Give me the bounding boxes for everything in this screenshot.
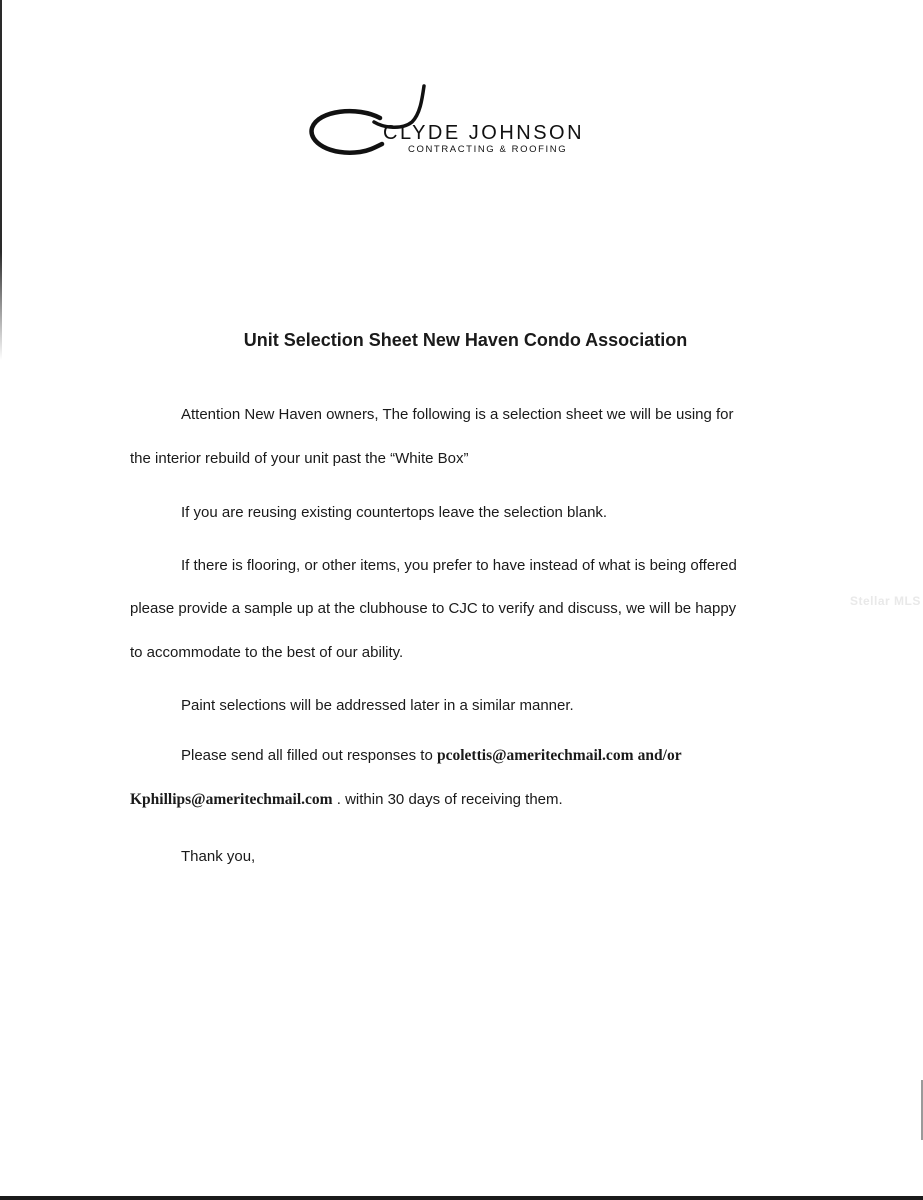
logo-company-name: CLYDE JOHNSON xyxy=(383,122,585,144)
intro-line-2: the interior rebuild of your unit past the “White Box” xyxy=(130,450,469,467)
send-suffix: . within 30 days of receiving them. xyxy=(336,791,563,808)
flooring-line-3: to accommodate to the best of our ability. xyxy=(130,644,404,661)
intro-line-1: Attention New Haven owners, The following is a selection sheet we will be using for xyxy=(181,406,734,423)
closing: Thank you, xyxy=(181,848,256,865)
email-link-primary[interactable]: pcolettis@ameritechmail.com xyxy=(437,747,634,764)
countertops-note: If you are reusing existing countertops leave the selection blank. xyxy=(181,504,608,521)
send-instructions xyxy=(181,747,682,765)
document-title: Unit Selection Sheet New Haven Condo Association xyxy=(243,330,688,350)
scan-edge-bottom xyxy=(0,1196,923,1200)
paint-note: Paint selections will be addressed later in a similar manner. xyxy=(181,697,574,714)
company-logo xyxy=(308,84,638,164)
logo-tagline: CONTRACTING & ROOFING xyxy=(408,144,568,155)
scan-edge-left xyxy=(0,0,2,360)
flooring-line-2: please provide a sample up at the clubhouse to CJC to verify and discuss, we will be happy xyxy=(130,600,737,617)
send-instructions-cont xyxy=(130,791,563,809)
send-prefix: Please send all filled out responses to xyxy=(181,747,433,764)
conjunction: and/or xyxy=(637,747,682,764)
watermark: Stellar MLS xyxy=(850,594,921,608)
email-link-secondary[interactable]: Kphillips@ameritechmail.com xyxy=(130,791,333,808)
flooring-line-1: If there is flooring, or other items, you prefer to have instead of what is being offered xyxy=(181,557,737,574)
